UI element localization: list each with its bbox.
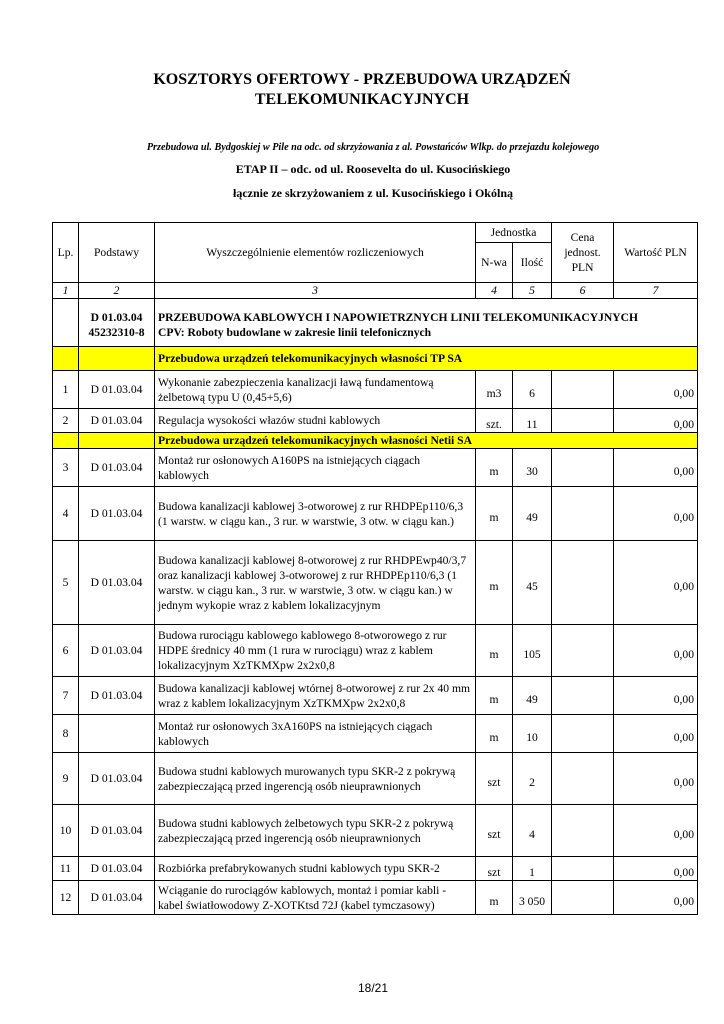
row-lp: 5: [53, 541, 79, 625]
group-row-tp: [53, 347, 698, 371]
title-line-1: KOSZTORYS OFERTOWY - PRZEBUDOWA URZĄDZEŃ: [153, 71, 571, 88]
row-unit: m3: [476, 371, 513, 409]
table-row: [53, 487, 698, 541]
row-unit: m: [476, 677, 513, 715]
row-value: 0,00: [614, 715, 698, 753]
row-description: Montaż rur osłonowych 3xA160PS na istniejących ciągach kablowych: [155, 715, 476, 753]
row-quantity: 11: [513, 409, 552, 433]
row-unit-price: [552, 487, 614, 541]
table-row: [53, 857, 698, 881]
row-value: 0,00: [614, 857, 698, 881]
row-lp: 11: [53, 857, 79, 881]
row-unit: m: [476, 715, 513, 753]
row-lp: 3: [53, 449, 79, 487]
cost-estimate-table: [52, 222, 698, 915]
row-value: 0,00: [614, 371, 698, 409]
row-lp: 9: [53, 753, 79, 805]
page-number: 18/21: [357, 981, 389, 995]
row-description: Wciąganie do rurociągów kablowych, montaż i pomiar kabli - kabel światłowodowy Z-XOTKtsd 72J (kabel tymczasowy): [155, 881, 476, 915]
row-description: Budowa kanalizacji kablowej 8-otworowej z rur RHDPEwp40/3,7 oraz kanalizacji kablowej 3-otworowej z rur RHDPEp110/6,3 (1 warstw. w ciągu kan., 3 rur. w warstwie, 3 otw. w ciągu kan.) w jednym wykopie wraz z kablem lokalizacyjnym: [155, 541, 476, 625]
tp-rows: [53, 371, 698, 433]
table-row: [53, 881, 698, 915]
row-unit-price: [552, 753, 614, 805]
row-lp: 7: [53, 677, 79, 715]
row-value: 0,00: [614, 805, 698, 857]
row-unit: m: [476, 487, 513, 541]
row-unit-price: [552, 625, 614, 677]
row-value: 0,00: [614, 449, 698, 487]
row-quantity: 2: [513, 753, 552, 805]
scope-note: łącznie ze skrzyżowaniem z ul. Kusocińskiego i Okólną: [233, 186, 513, 200]
col-num: 6: [552, 283, 614, 299]
row-unit-price: [552, 857, 614, 881]
row-podstawa: D 01.03.04: [79, 487, 155, 541]
section-code-1: D 01.03.04: [90, 310, 143, 324]
project-subtitle: Przebudowa ul. Bydgoskiej w Pile na odc. od skrzyżowania z al. Powstańców Wlkp. do przejazdu kolejowego: [146, 142, 600, 153]
table-row: [53, 677, 698, 715]
row-podstawa: D 01.03.04: [79, 371, 155, 409]
row-unit: szt: [476, 753, 513, 805]
row-description: Rozbiórka prefabrykowanych studni kablowych typu SKR-2: [155, 857, 476, 881]
row-podstawa: D 01.03.04: [79, 805, 155, 857]
row-unit-price: [552, 881, 614, 915]
row-lp: 1: [53, 371, 79, 409]
row-lp: 8: [53, 715, 79, 753]
row-unit-price: [552, 805, 614, 857]
section-title-line-1: PRZEBUDOWA KABLOWYCH I NAPOWIETRZNYCH LINII TELEKOMUNIKACYJNYCH: [158, 310, 639, 324]
row-unit-price: [552, 541, 614, 625]
col-num: 1: [53, 283, 79, 299]
col-num: 4: [476, 283, 513, 299]
header-ilosc: Ilość: [513, 243, 552, 283]
row-description: Regulacja wysokości włazów studni kablowych: [155, 409, 476, 433]
row-unit: szt: [476, 857, 513, 881]
group-title-tp: Przebudowa urządzeń telekomunikacyjnych własności TP SA: [155, 347, 698, 371]
row-quantity: 45: [513, 541, 552, 625]
table-row: [53, 715, 698, 753]
row-podstawa: D 01.03.04: [79, 881, 155, 915]
row-description: Budowa rurociągu kablowego kablowego 8-otworowego z rur HDPE średnicy 40 mm (1 rura w rurociągu) wraz z kablem lokalizacyjnym XzTKMXpw 2x2x0,8: [155, 625, 476, 677]
header-lp: Lp.: [53, 223, 79, 283]
row-quantity: 49: [513, 677, 552, 715]
section-codes: [79, 299, 155, 347]
title-line-2: TELEKOMUNIKACYJNYCH: [254, 91, 470, 108]
row-unit-price: [552, 715, 614, 753]
document-title: [0, 70, 724, 110]
row-value: 0,00: [614, 487, 698, 541]
group-row-netia: [53, 433, 698, 449]
row-quantity: 10: [513, 715, 552, 753]
col-num: 5: [513, 283, 552, 299]
row-unit-price: [552, 409, 614, 433]
row-description: Budowa kanalizacji kablowej wtórnej 8-otworowej z rur 2x 40 mm wraz z kablem lokalizacyjnym XzTKMXpw 2x2x0,8: [155, 677, 476, 715]
header-jednostka: Jednostka: [476, 223, 552, 243]
row-unit: m: [476, 881, 513, 915]
row-lp: 4: [53, 487, 79, 541]
col-num: 7: [614, 283, 698, 299]
row-quantity: 1: [513, 857, 552, 881]
row-quantity: 4: [513, 805, 552, 857]
row-unit: m: [476, 541, 513, 625]
row-podstawa: [79, 715, 155, 753]
table-row: [53, 625, 698, 677]
row-quantity: 30: [513, 449, 552, 487]
row-description: Budowa kanalizacji kablowej 3-otworowej z rur RHDPEp110/6,3 (1 warstw. w ciągu kan., 3 rur. w warstwie, 3 otw. w ciągu kan.): [155, 487, 476, 541]
row-value: 0,00: [614, 541, 698, 625]
row-description: Montaż rur osłonowych A160PS na istniejących ciągach kablowych: [155, 449, 476, 487]
row-unit: m: [476, 449, 513, 487]
row-podstawa: D 01.03.04: [79, 677, 155, 715]
row-podstawa: D 01.03.04: [79, 541, 155, 625]
row-unit: m: [476, 625, 513, 677]
section-code-2: 45232310-8: [88, 325, 145, 339]
row-value: 0,00: [614, 753, 698, 805]
header-row: [53, 223, 698, 243]
group-title-netia: Przebudowa urządzeń telekomunikacyjnych własności Netii SA: [155, 433, 698, 449]
row-podstawa: D 01.03.04: [79, 409, 155, 433]
row-value: 0,00: [614, 625, 698, 677]
header-cena: Cena jednost. PLN: [552, 223, 614, 283]
table-row: [53, 541, 698, 625]
row-quantity: 105: [513, 625, 552, 677]
column-number-row: [53, 283, 698, 299]
row-unit-price: [552, 677, 614, 715]
main-section-row: [53, 299, 698, 347]
table-row: [53, 449, 698, 487]
header-podstawy: Podstawy: [79, 223, 155, 283]
col-num: 3: [155, 283, 476, 299]
row-unit: szt: [476, 805, 513, 857]
row-quantity: 49: [513, 487, 552, 541]
row-unit-price: [552, 371, 614, 409]
netia-rows: [53, 449, 698, 915]
row-podstawa: D 01.03.04: [79, 625, 155, 677]
row-lp: 6: [53, 625, 79, 677]
header-opis: Wyszczególnienie elementów rozliczeniowych: [155, 223, 476, 283]
row-quantity: 3 050: [513, 881, 552, 915]
table-row: [53, 753, 698, 805]
row-value: 0,00: [614, 881, 698, 915]
col-num: 2: [79, 283, 155, 299]
header-nwa: N-wa: [476, 243, 513, 283]
row-unit: szt.: [476, 409, 513, 433]
section-title-line-2: CPV: Roboty budowlane w zakresie linii telefonicznych: [158, 325, 432, 339]
row-lp: 12: [53, 881, 79, 915]
header-wartosc: Wartość PLN: [614, 223, 698, 283]
row-podstawa: D 01.03.04: [79, 753, 155, 805]
row-quantity: 6: [513, 371, 552, 409]
row-value: 0,00: [614, 677, 698, 715]
row-description: Budowa studni kablowych żelbetowych typu SKR-2 z pokrywą zabezpieczającą przed ingerencją osób nieuprawnionych: [155, 805, 476, 857]
row-value: 0,00: [614, 409, 698, 433]
row-lp: 10: [53, 805, 79, 857]
stage-heading: ETAP II – odc. od ul. Roosevelta do ul. Kusocińskiego: [235, 162, 511, 176]
section-title: [155, 299, 698, 347]
row-lp: 2: [53, 409, 79, 433]
table-row: [53, 805, 698, 857]
row-podstawa: D 01.03.04: [79, 857, 155, 881]
row-unit-price: [552, 449, 614, 487]
table-row: [53, 409, 698, 433]
row-description: Budowa studni kablowych murowanych typu SKR-2 z pokrywą zabezpieczającą przed ingerencją osób nieuprawnionych: [155, 753, 476, 805]
row-description: Wykonanie zabezpieczenia kanalizacji ławą fundamentową żelbetową typu U (0,45+5,6): [155, 371, 476, 409]
table-row: [53, 371, 698, 409]
row-podstawa: D 01.03.04: [79, 449, 155, 487]
